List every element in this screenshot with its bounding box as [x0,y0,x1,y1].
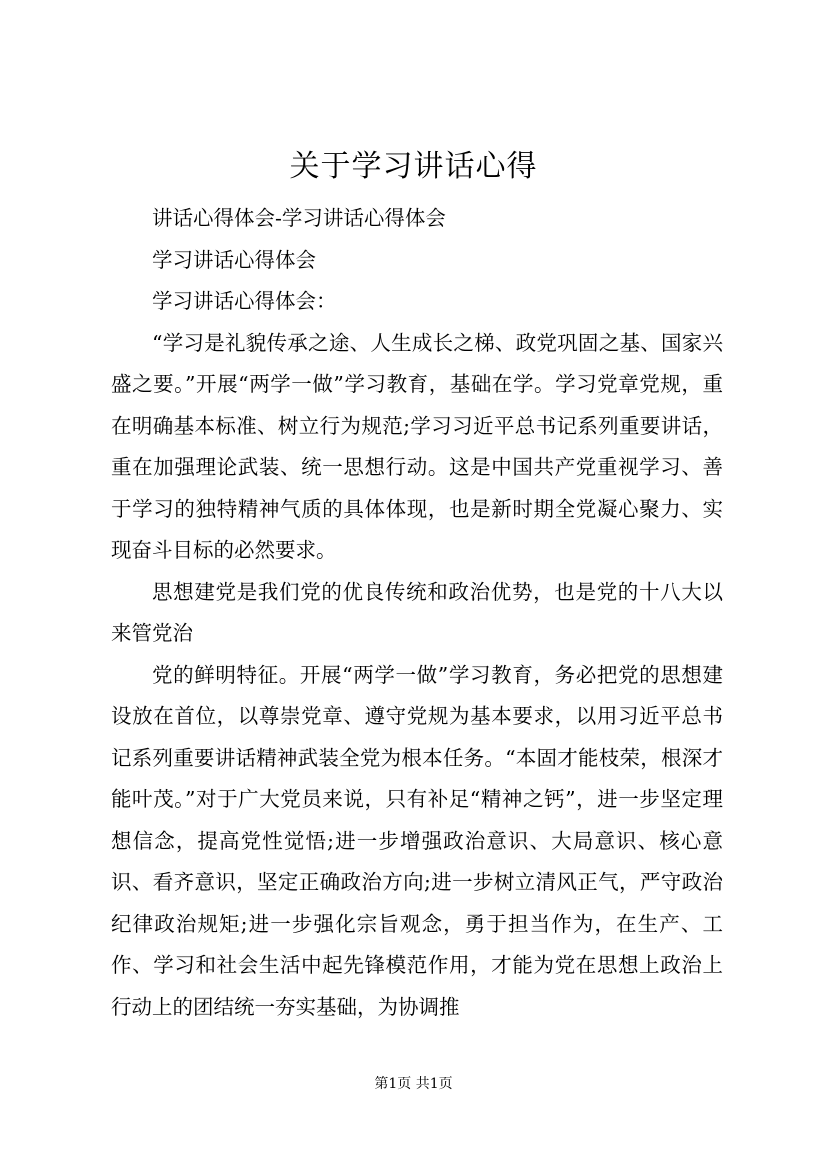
page-number: 第1页 共1页 [374,1076,453,1092]
paragraph-intro: 学习讲话心得体会： [152,289,337,313]
document-body [111,198,723,1028]
paragraph-body-1: “学习是礼貌传承之途、人生成长之梯、政党巩固之基、国家兴盛之要。”开展“两学一做”学习教育，基础在学。学习党章党规，重在明确基本标准、树立行为规范;学习习近平总书记系列重要讲话，重在加强理论武装、统一思想行动。这是中国共产党重视学习、善于学习的独特精神气质的具体体现，也是新时期全党凝心聚力、实现奋斗目标的必然要求。 [111,330,723,562]
document-title: 关于学习讲话心得 [289,149,538,184]
paragraph-heading: 学习讲话心得体会 [152,247,316,272]
paragraph-subtitle: 讲话心得体会-学习讲话心得体会 [152,206,446,230]
paragraph-body-3: 党的鲜明特征。开展“两学一做”学习教育，务必把党的思想建设放在首位，以尊崇党章、遵守党规为基本要求，以用习近平总书记系列重要讲话精神武装全党为根本任务。“本固才能枝荣，根深才能叶茂。”对于广大党员来说，只有补足“精神之钙”，进一步坚定理想信念，提高党性觉悟;进一步增强政治意识、大局意识、核心意识、看齐意识，坚定正确政治方向;进一步树立清风正气，严守政治纪律政治规矩;进一步强化宗旨观念，勇于担当作为，在生产、工作、学习和社会生活中起先锋模范作用，才能为党在思想上政治上行动上的团结统一夯实基础，为协调推 [111,662,723,1019]
paragraph-body-2: 思想建党是我们党的优良传统和政治优势，也是党的十八大以来管党治 [111,579,723,645]
